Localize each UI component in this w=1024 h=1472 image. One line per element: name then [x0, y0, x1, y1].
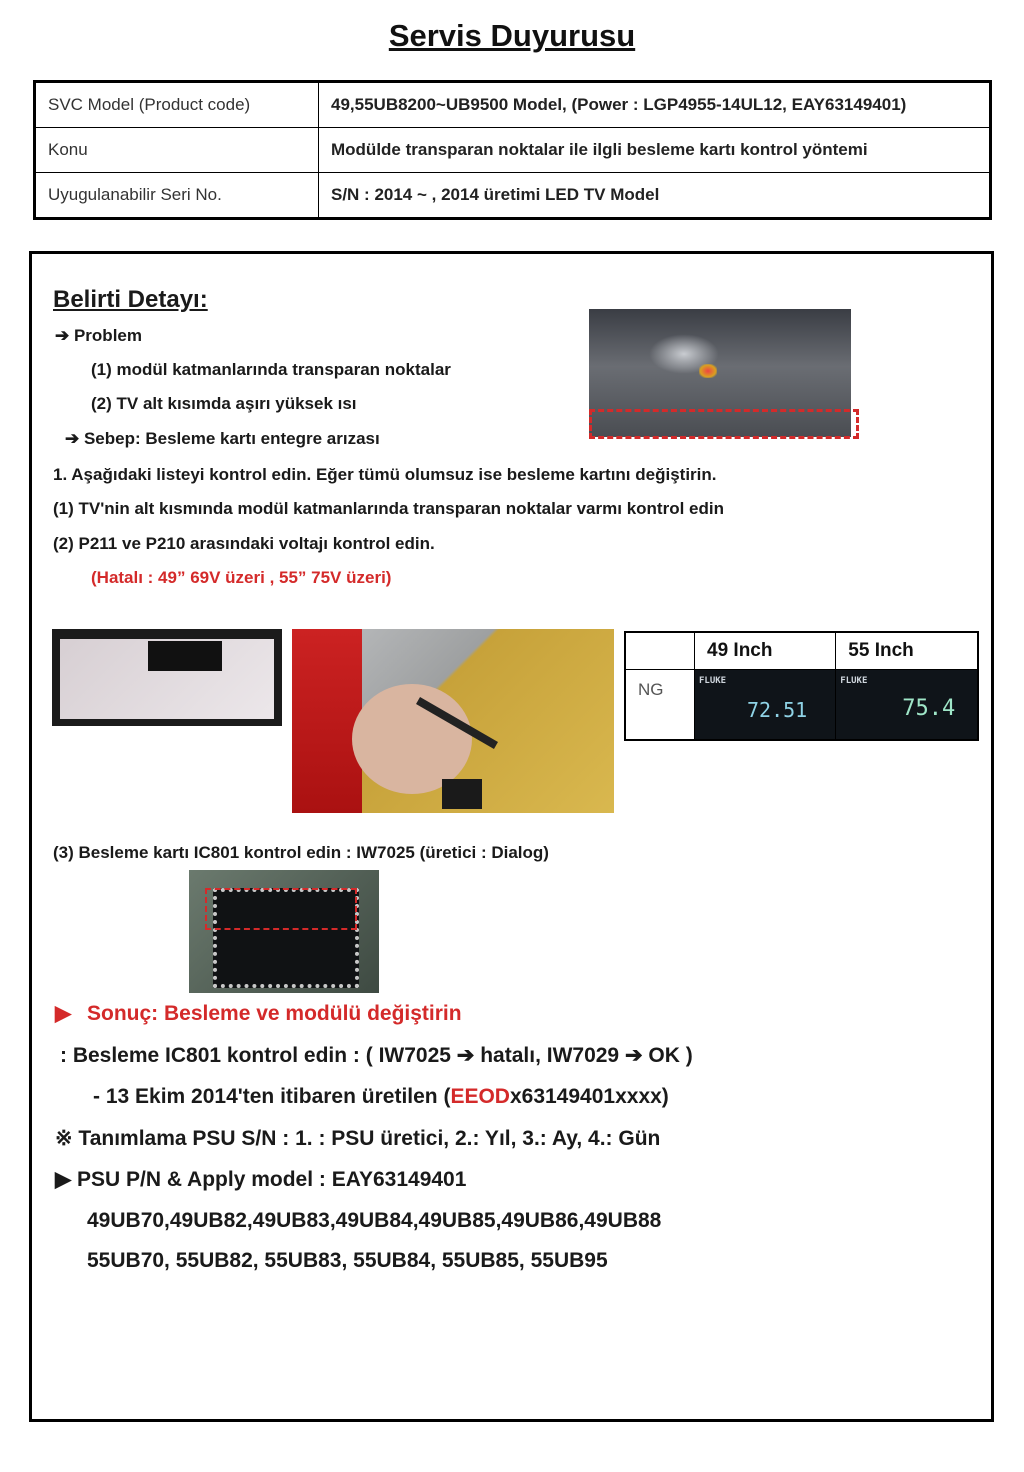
info-key: SVC Model (Product code) — [35, 82, 319, 128]
models-49: 49UB70,49UB82,49UB83,49UB84,49UB85,49UB86,49UB88 — [87, 1209, 662, 1232]
multimeter-49-display — [695, 670, 835, 739]
step-1: 1. Aşağıdaki listeyi kontrol edin. Eğer tümü olumsuz ise besleme kartını değiştirin. — [53, 465, 717, 484]
table-row — [35, 173, 991, 219]
detail-heading: Belirti Detayı: — [53, 286, 208, 313]
row-label-ng: NG — [625, 669, 695, 740]
ic-highlight — [205, 888, 357, 930]
step-3: (3) Besleme kartı IC801 kontrol edin : IW7025 (üretici : Dialog) — [53, 843, 549, 862]
highlight-box — [589, 409, 859, 439]
result-line-1: : Besleme IC801 kontrol edin : ( IW7025 ➔ hatalı, IW7029 ➔ OK ) — [60, 1044, 693, 1067]
hand — [352, 684, 472, 794]
table-row — [625, 632, 978, 669]
problem-label: ➔ Problem — [55, 326, 142, 345]
meter-brand: FLUKE — [699, 675, 727, 686]
result-arrow-icon: ▶ — [55, 1002, 72, 1025]
table-row — [35, 82, 991, 128]
result-line-2 — [93, 1085, 669, 1109]
step-1b: (2) P211 ve P210 arasındaki voltajı kontrol edin. — [53, 534, 435, 553]
info-value: S/N : 2014 ~ , 2014 üretimi LED TV Model — [319, 173, 991, 219]
info-key: Konu — [35, 128, 319, 173]
identification-note: ※ Tanımlama PSU S/N : 1. : PSU üretici, 2.: Yıl, 3.: Ay, 4.: Gün — [55, 1127, 661, 1150]
measurement-table — [624, 631, 979, 741]
table-row — [625, 669, 978, 740]
info-value: 49,55UB8200~UB9500 Model, (Power : LGP4955-14UL12, EAY63149401) — [319, 82, 991, 128]
page-title: Servis Duyurusu — [388, 18, 636, 53]
capacitor — [442, 779, 482, 809]
probe-cable — [292, 629, 362, 813]
hot-spot — [699, 364, 717, 378]
result-line-2-red: EEOD — [450, 1085, 510, 1108]
info-value: Modülde transparan noktalar ile ilgli besleme kartı kontrol yöntemi — [319, 128, 991, 173]
col-header-55: 55 Inch — [836, 632, 978, 669]
multimeter-55-display — [836, 670, 977, 739]
tv-label — [148, 641, 222, 671]
result-line-2-b: x63149401xxxx) — [509, 1085, 669, 1108]
meter-brand: FLUKE — [840, 675, 868, 686]
problem-item-1: (1) modül katmanlarında transparan noktalar — [91, 360, 451, 379]
models-55: 55UB70, 55UB82, 55UB83, 55UB84, 55UB85, 55UB95 — [87, 1249, 608, 1272]
result-title: Sonuç: Besleme ve modülü değiştirin — [87, 1002, 462, 1025]
table-row — [35, 128, 991, 173]
step-1a: (1) TV'nin alt kısmında modül katmanlarında transparan noktalar varmı kontrol edin — [53, 499, 724, 518]
tv-back-photo — [52, 629, 282, 726]
info-table — [33, 80, 992, 220]
ic-chip-photo — [189, 870, 379, 993]
probe-measurement-photo — [292, 629, 614, 813]
problem-item-2: (2) TV alt kısımda aşırı yüksek ısı — [91, 394, 357, 413]
result-line-2-a: - 13 Ekim 2014'ten itibaren üretilen ( — [93, 1085, 451, 1108]
result-heading — [55, 1001, 462, 1026]
col-header-49: 49 Inch — [695, 632, 836, 669]
meter-reading-55: 75.4 — [902, 695, 956, 721]
cause-label: ➔ Sebep: Besleme kartı entegre arızası — [65, 429, 380, 448]
info-key: Uyugulanabilir Seri No. — [35, 173, 319, 219]
fault-threshold: (Hatalı : 49” 69V üzeri , 55” 75V üzeri) — [91, 568, 392, 587]
psu-pn: ▶ PSU P/N & Apply model : EAY63149401 — [55, 1168, 467, 1191]
meter-reading-49: 72.51 — [747, 697, 808, 722]
